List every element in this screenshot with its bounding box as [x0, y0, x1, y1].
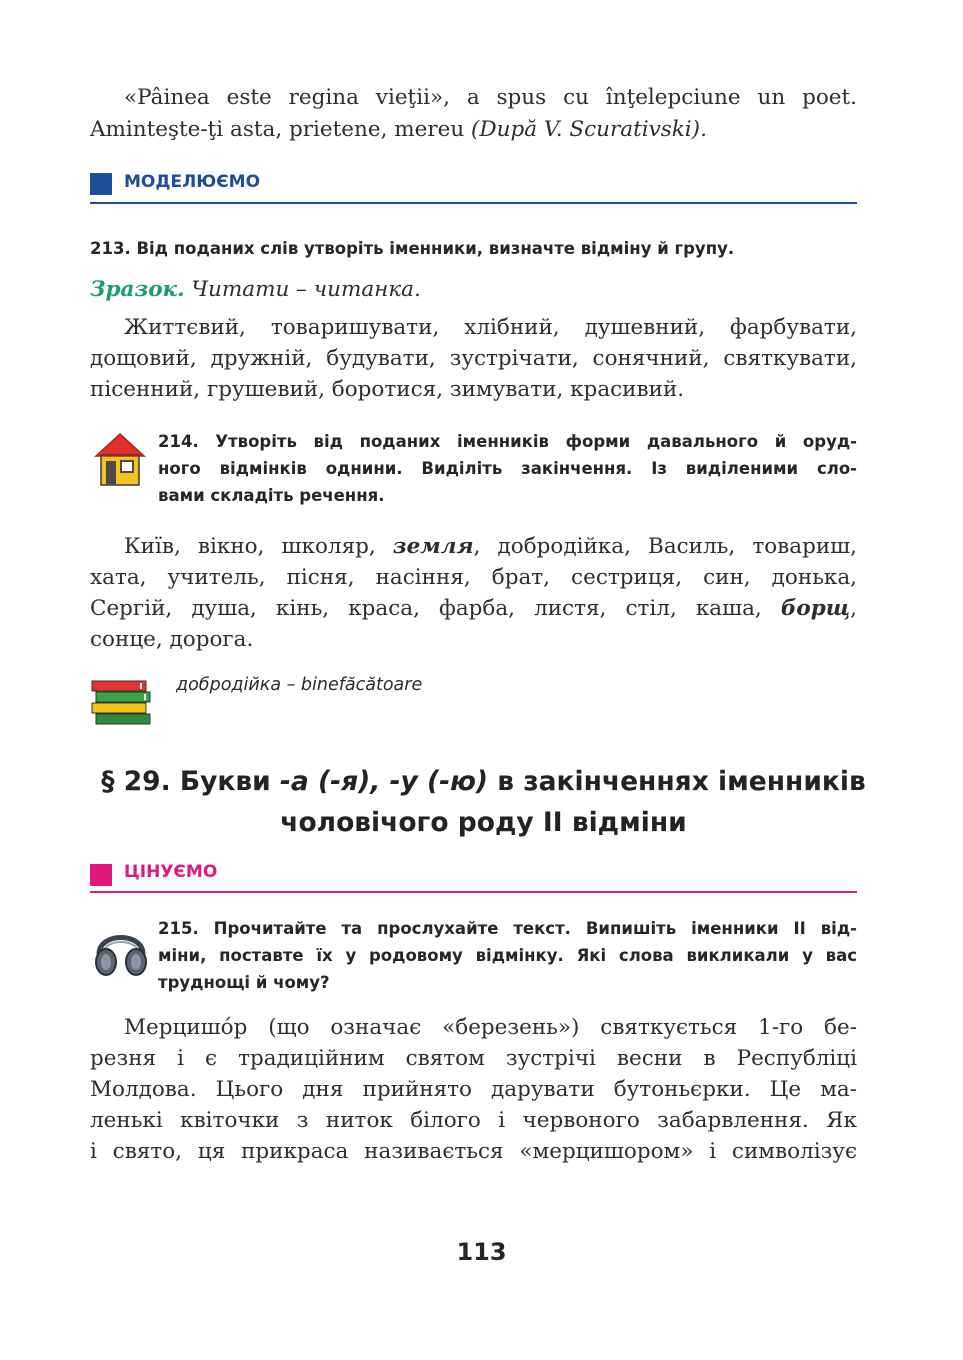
headphones-icon	[91, 918, 151, 978]
words-text: ,	[850, 596, 857, 621]
task-213-instruction: 213. Від поданих слів утворіть іменники, визначте відміну й групу.	[90, 239, 735, 258]
sample-label: Зразок.	[90, 277, 185, 302]
words-text: Сергій, душа, кінь, краса, фарба, листя, стіл, каша,	[90, 596, 762, 621]
task-213-words-line: Життєвий, товаришувати, хлібний, душевний, фарбувати,	[124, 315, 857, 340]
title-text: в закінченнях іменників	[488, 766, 866, 797]
task-215-text-line: і свято, ця прикраса називається «мерцишором» і символізує	[90, 1139, 857, 1164]
paragraph-title	[90, 761, 877, 803]
intro-line-2	[90, 114, 857, 146]
task-214-instruction-line: ного відмінків однини. Виділіть закінчення. Із виділеними сло-	[158, 459, 857, 478]
glossary-entry: добродійка – binefăcătoare	[176, 675, 423, 695]
house-icon	[92, 430, 148, 488]
intro-source: (După V. Scurativski).	[471, 117, 707, 142]
task-213-words-line: пісенний, грушевий, боротися, зимувати, красивий.	[90, 377, 685, 402]
words-text: Київ, вікно, школяр,	[124, 534, 376, 559]
task-214-instruction-line: 214. Утворіть від поданих іменників форми давального й оруд-	[158, 432, 857, 451]
paragraph-title-line-2: чоловічого роду ІІ відміни	[280, 807, 687, 838]
task-213-sample	[90, 274, 421, 306]
intro-line-1: «Pâinea este regina vieţii», a spus cu înţelepciune un poet.	[124, 85, 857, 110]
sample-text: Читати – читанка.	[191, 277, 421, 302]
intro-line-2-text: Aminteşte-ţi asta, prietene, mereu	[90, 117, 465, 142]
task-215-instruction-line: міни, поставте їх у родовому відмінку. Які слова викликали у вас	[158, 946, 857, 965]
task-214-words-line	[90, 593, 857, 625]
task-215-instruction-line: 215. Прочитайте та прослухайте текст. Випишіть іменники ІІ від-	[158, 919, 857, 938]
title-text: § 29. Букви	[101, 766, 280, 797]
section-marker-square	[90, 173, 112, 195]
page-number: 113	[456, 1238, 507, 1266]
task-215-text-line: Молдова. Цього дня прийнято дарувати бутоньєрки. Це ма-	[90, 1077, 857, 1102]
task-215-text-line: ленькі квіточки з ниток білого і червоного забарвлення. Як	[90, 1108, 857, 1133]
books-icon	[91, 679, 153, 731]
task-214-instruction-line: вами складіть речення.	[158, 486, 385, 505]
section-heading-modeling: МОДЕЛЮЄМО	[124, 172, 261, 192]
section-marker-square	[90, 864, 112, 886]
task-215-text-line: резня і є традиційним святом зустрічі весни в Республіці	[90, 1046, 857, 1071]
section-heading-valuing: ЦІНУЄМО	[124, 862, 218, 882]
section-divider	[90, 891, 857, 893]
task-214-words-line: сонце, дорога.	[90, 627, 254, 652]
highlighted-word: борщ	[780, 596, 851, 621]
words-text: , добродійка, Василь, товариш,	[473, 534, 857, 559]
task-214-words-line	[124, 531, 857, 563]
highlighted-word: земля	[392, 534, 474, 559]
title-italic: -а (-я), -у (-ю)	[279, 766, 489, 797]
task-213-words-line: дощовий, дружній, будувати, зустрічати, сонячний, святкувати,	[90, 346, 857, 371]
section-divider	[90, 202, 857, 204]
task-214-words-line: хата, учитель, пісня, насіння, брат, сестриця, син, донька,	[90, 565, 857, 590]
task-215-instruction-line: труднощі й чому?	[158, 973, 330, 992]
task-215-text-line: Мерцишóр (що означає «березень») святкується 1-го бе-	[124, 1015, 857, 1040]
